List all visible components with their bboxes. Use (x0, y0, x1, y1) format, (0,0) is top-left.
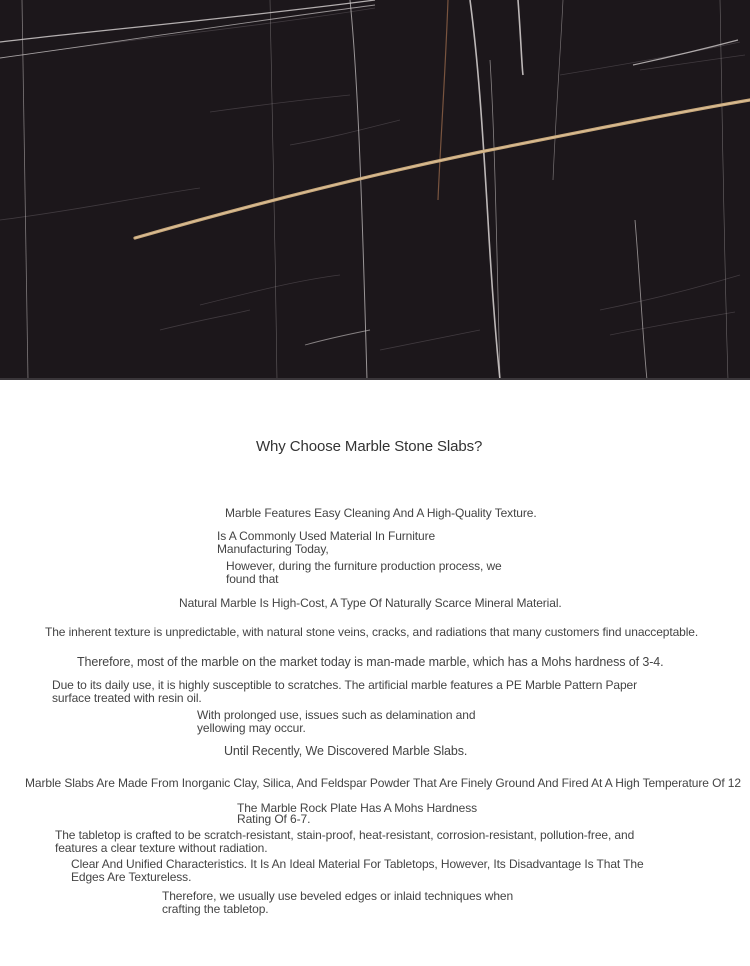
marble-texture (0, 0, 750, 380)
hero-bottom-edge (0, 378, 750, 380)
section-title: Why Choose Marble Stone Slabs? (256, 438, 483, 455)
paragraph-discovered-slabs: Until Recently, We Discovered Marble Slabs. (224, 744, 468, 758)
paragraph-easy-cleaning: Marble Features Easy Cleaning And A High-Quality Texture. (225, 506, 537, 520)
paragraph-common-material: Is A Commonly Used Material In Furniture Manufacturing Today, (217, 529, 436, 556)
paragraph-delamination: With prolonged use, issues such as delamination and yellowing may occur. (197, 708, 476, 735)
paragraph-slab-composition: Marble Slabs Are Made From Inorganic Clay, Silica, And Feldspar Powder That Are Finely Ground And Fired At A High Temperature Of 12 (25, 776, 741, 790)
paragraph-inherent-texture: The inherent texture is unpredictable, with natural stone veins, cracks, and radiations that many customers find unacceptable. (45, 625, 699, 639)
paragraph-natural-marble-cost: Natural Marble Is High-Cost, A Type Of Naturally Scarce Mineral Material. (179, 596, 562, 610)
marble-hero-image (0, 0, 750, 380)
paragraph-production-process: However, during the furniture production process, we found that (226, 559, 502, 586)
paragraph-edges-textureless: Clear And Unified Characteristics. It Is An Ideal Material For Tabletops, However, Its Disadvantage Is That The Edges Are Textureless. (71, 857, 644, 884)
paragraph-man-made-marble: Therefore, most of the marble on the market today is man-made marble, which has a Mohs hardness of 3-4. (77, 655, 664, 669)
paragraph-mohs-hardness: The Marble Rock Plate Has A Mohs Hardness Rating Of 6-7. (237, 801, 478, 826)
paragraph-tabletop-properties: The tabletop is crafted to be scratch-resistant, stain-proof, heat-resistant, corrosion-resistant, pollution-free, and features a clear texture without radiation. (55, 828, 635, 855)
paragraph-scratches: Due to its daily use, it is highly susceptible to scratches. The artificial marble features a PE Marble Pattern Paper surface treated with resin oil. (52, 678, 638, 705)
paragraph-beveled-edges: Therefore, we usually use beveled edges or inlaid techniques when crafting the tabletop. (162, 889, 514, 916)
